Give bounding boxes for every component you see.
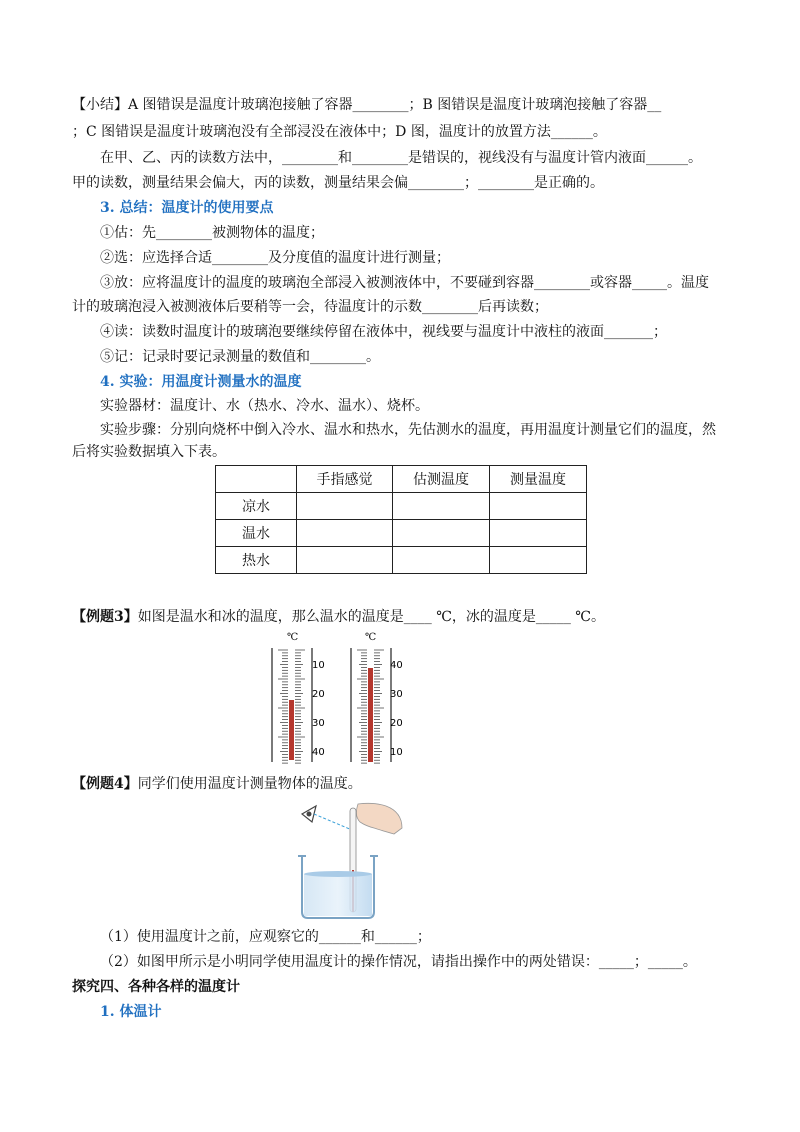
thermometer-left <box>268 628 334 764</box>
example-4-text: 同学们使用温度计测量物体的温度。 <box>137 776 362 792</box>
summary-line-3: 在甲、乙、丙的读数方法中，________和________是错误的，视线没有与温度计管内液面______。 <box>100 150 702 166</box>
section-3-p2: ②选：应选择合适________及分度值的温度计进行测量； <box>100 250 450 266</box>
section-4-steps-a: 实验步骤：分别向烧杯中倒入冷水、温水和热水，先估测水的温度，再用温度计测量它们的温度，然 <box>100 422 716 438</box>
thermometer-right <box>347 628 413 764</box>
table-cell <box>490 520 587 547</box>
section-3-heading: 3. 总结：温度计的使用要点 <box>100 200 274 216</box>
example-3-line <box>72 607 605 627</box>
section-3-p1: ①估：先________被测物体的温度； <box>100 225 324 241</box>
table-header-cell <box>216 466 297 493</box>
table-cell <box>393 547 490 574</box>
section-3-p4: ④读：读数时温度计的玻璃泡要继续停留在液体中，视线要与温度计中液柱的液面_______； <box>100 324 667 340</box>
thermometer-left-label: 30 <box>312 718 325 729</box>
section-3-p3a: ③放：应将温度计的温度的玻璃泡全部浸入被测液体中，不要碰到容器________或容器_____。温度 <box>100 275 709 291</box>
example-4-q1: （1）使用温度计之前，应观察它的______和______； <box>100 929 431 945</box>
example-4-q2: （2）如图甲所示是小明同学使用温度计的操作情况，请指出操作中的两处错误：_____；_____。 <box>100 954 697 970</box>
section-4-materials: 实验器材：温度计、水（热水、冷水、温水）、烧杯。 <box>100 398 429 414</box>
table-row <box>216 520 587 547</box>
table-row <box>216 493 587 520</box>
section-3-p3b: 计的玻璃泡浸入被测液体后要稍等一会，待温度计的示数________后再读数； <box>72 299 548 315</box>
example-4-label: 【例题4】 <box>72 776 138 792</box>
thermometer-left-unit: ℃ <box>287 632 299 643</box>
section-4-heading: 4. 实验：用温度计测量水的温度 <box>100 374 302 390</box>
section-3-p5: ⑤记：记录时要记录测量的数值和________。 <box>100 349 380 365</box>
table-cell <box>297 493 393 520</box>
table-cell <box>297 520 393 547</box>
summary-line-1: 【小结】A 图错误是温度计玻璃泡接触了容器________；B 图错误是温度计玻璃泡接触了容器__ <box>72 97 662 113</box>
table-header-cell: 测量温度 <box>490 466 587 493</box>
thermometer-right-liquid <box>368 668 373 762</box>
example-3-text: 如图是温水和冰的温度，那么温水的温度是____ ℃，冰的温度是_____ ℃。 <box>137 609 605 625</box>
table-cell: 凉水 <box>216 493 297 520</box>
table-cell <box>393 493 490 520</box>
experiment-table <box>215 465 587 574</box>
body-thermometer-heading: 1. 体温计 <box>100 1004 162 1020</box>
section-four-heading: 探究四、各种各样的温度计 <box>72 979 240 995</box>
example-4-line <box>72 774 362 794</box>
thermometer-left-liquid <box>289 700 294 760</box>
table-header-row <box>216 466 587 493</box>
table-header-cell: 手指感觉 <box>297 466 393 493</box>
thermometer-left-label: 40 <box>312 747 325 758</box>
hand-icon <box>356 803 402 834</box>
thermometer-left-label: 10 <box>312 660 325 671</box>
example-3-label: 【例题3】 <box>72 609 138 625</box>
thermometer-right-unit: ℃ <box>365 632 377 643</box>
thermometer-right-label: 10 <box>390 747 403 758</box>
table-cell <box>490 547 587 574</box>
section-4-steps-b: 后将实验数据填入下表。 <box>72 444 226 460</box>
summary-line-4: 甲的读数，测量结果会偏大，丙的读数，测量结果会偏________；________是正确的。 <box>72 175 604 191</box>
thermometer-right-label: 20 <box>390 718 403 729</box>
beaker-illustration <box>290 800 410 922</box>
thermometer-left-label: 20 <box>312 689 325 700</box>
summary-line-2: ；C 图错误是温度计玻璃泡没有全部浸没在液体中；D 图，温度计的放置方法______。 <box>72 124 607 140</box>
table-header-cell: 估测温度 <box>393 466 490 493</box>
table-cell: 热水 <box>216 547 297 574</box>
thermometer-right-label: 40 <box>390 660 403 671</box>
table-row <box>216 547 587 574</box>
table-cell: 温水 <box>216 520 297 547</box>
table-cell <box>297 547 393 574</box>
table-cell <box>393 520 490 547</box>
thermometer-right-label: 30 <box>390 689 403 700</box>
table-cell <box>490 493 587 520</box>
